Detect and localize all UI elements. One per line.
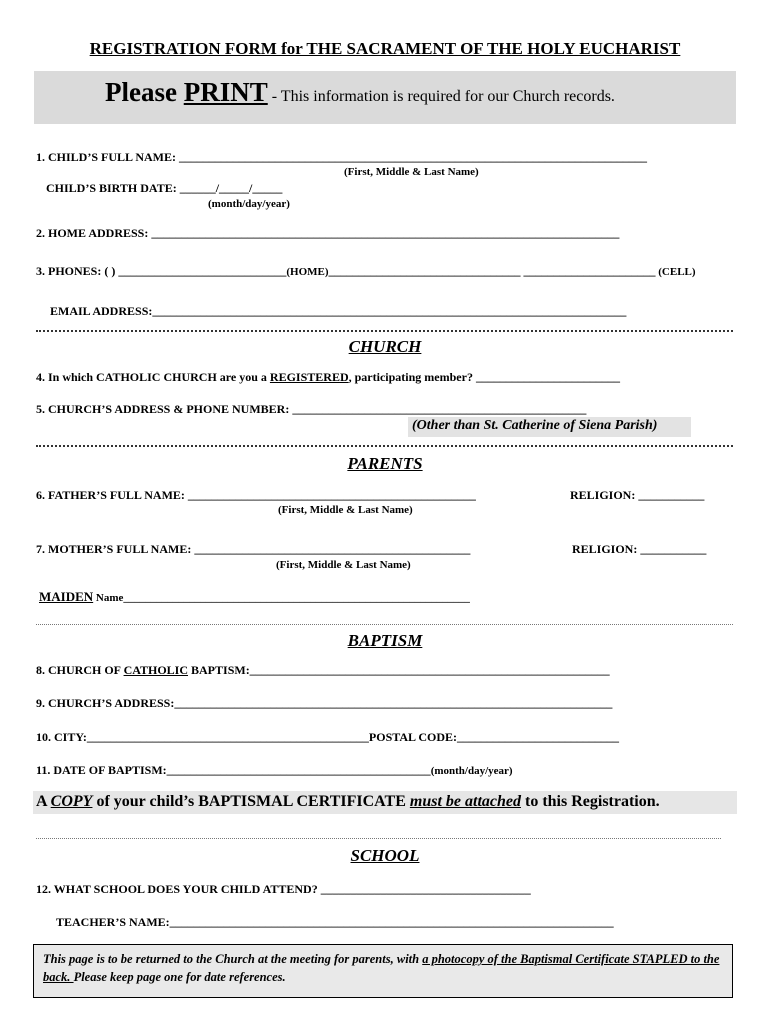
- q5-field[interactable]: [36, 402, 586, 417]
- footer-note: [43, 950, 723, 986]
- print-dash: -: [267, 88, 281, 105]
- please-text: Please: [105, 77, 184, 107]
- phones-home: (HOME): [286, 266, 329, 278]
- mother-religion-field[interactable]: RELIGION: ___________: [572, 542, 707, 556]
- phones-field[interactable]: [36, 264, 696, 279]
- copy-word: COPY: [50, 793, 93, 810]
- copy-post: to this Registration.: [520, 793, 660, 810]
- print-word: PRINT: [183, 77, 268, 107]
- child-name-field[interactable]: 1. CHILD’S FULL NAME: ______________________________________________________________________________: [36, 150, 648, 164]
- divider: [36, 624, 733, 625]
- copy-pre: A: [36, 793, 51, 810]
- q4-post: , participating member? ________________________: [348, 370, 620, 384]
- school-heading: SCHOOL: [350, 846, 420, 865]
- print-instruction: [105, 77, 615, 108]
- baptism-heading: BAPTISM: [347, 631, 423, 650]
- q4-pre: 4. In which CATHOLIC CHURCH are you a: [36, 370, 270, 384]
- form-title: REGISTRATION FORM for THE SACRAMENT OF THE HOLY EUCHARIST: [89, 39, 681, 58]
- mother-name-hint: (First, Middle & Last Name): [276, 559, 411, 571]
- parents-heading: PARENTS: [347, 454, 423, 473]
- q9-tail: ____: [588, 696, 613, 710]
- q11-field[interactable]: [36, 763, 513, 778]
- footer-photocopy: a photocopy of the Baptismal Certificate STAPLED to the back.: [43, 952, 720, 984]
- q4-registered: REGISTERED: [269, 370, 349, 384]
- q5-tail: __: [574, 402, 587, 416]
- divider: [36, 445, 733, 447]
- father-name-hint: (First, Middle & Last Name): [278, 504, 413, 516]
- father-religion-field[interactable]: RELIGION: ___________: [570, 488, 705, 502]
- q8-post: BAPTISM:____________________________________________________________: [188, 663, 610, 677]
- q4-field[interactable]: [36, 370, 620, 385]
- divider: [36, 838, 721, 839]
- q9-field[interactable]: [36, 696, 612, 711]
- maiden-name-field[interactable]: [39, 588, 470, 606]
- footer-part1: This page is to be returned to the Church at the meeting for parents, with: [43, 952, 423, 966]
- footer-part2: Please keep page one for date references.: [73, 970, 286, 984]
- records-note: This information is required for our Church records.: [280, 88, 615, 105]
- maiden-rest: Name_______________________________________________________________: [93, 592, 470, 604]
- phones-cell: (CELL): [655, 266, 696, 278]
- mother-name-field[interactable]: 7. MOTHER’S FULL NAME: ______________________________________________: [36, 542, 471, 556]
- other-note: (Other than St. Catherine of Siena Parish): [412, 418, 658, 433]
- copy-mid: of your child’s BAPTISMAL CERTIFICATE: [92, 793, 410, 810]
- teacher-name-field[interactable]: TEACHER’S NAME:__________________________________________________________________________: [56, 915, 614, 929]
- q8-catholic: CATHOLIC: [123, 663, 189, 677]
- q8-pre: 8. CHURCH OF: [36, 663, 124, 677]
- child-name-hint: (First, Middle & Last Name): [344, 166, 479, 178]
- maiden-word: MAIDEN: [39, 589, 94, 604]
- birth-date-field[interactable]: CHILD’S BIRTH DATE: ______/_____/_____: [46, 181, 283, 195]
- birth-date-hint: (month/day/year): [208, 198, 290, 210]
- church-heading: CHURCH: [348, 337, 422, 356]
- q10-field[interactable]: 10. CITY:_______________________________________________POSTAL CODE:___________________________: [36, 730, 620, 744]
- copy-attached: must be attached: [409, 793, 521, 810]
- divider: [36, 330, 733, 332]
- phones-mid: ________________________________ ______________________: [328, 264, 656, 278]
- father-name-field[interactable]: 6. FATHER’S FULL NAME: ________________________________________________: [36, 488, 476, 502]
- q12-field[interactable]: 12. WHAT SCHOOL DOES YOUR CHILD ATTEND? ___________________________________: [36, 882, 531, 896]
- copy-instruction: [36, 793, 660, 811]
- q9-label: 9. CHURCH’S ADDRESS:_____________________________________________________________________: [36, 696, 589, 710]
- q11-label: 11. DATE OF BAPTISM:____________________________________________: [36, 763, 431, 777]
- q8-field[interactable]: [36, 663, 610, 678]
- q11-hint: (month/day/year): [430, 765, 513, 777]
- email-field[interactable]: EMAIL ADDRESS:_______________________________________________________________________________: [50, 304, 627, 318]
- q5-label: 5. CHURCH’S ADDRESS & PHONE NUMBER: _______________________________________________: [36, 402, 575, 416]
- home-address-field[interactable]: 2. HOME ADDRESS: ______________________________________________________________________________: [36, 226, 620, 240]
- phones-label: 3. PHONES: ( ) ____________________________: [36, 264, 287, 278]
